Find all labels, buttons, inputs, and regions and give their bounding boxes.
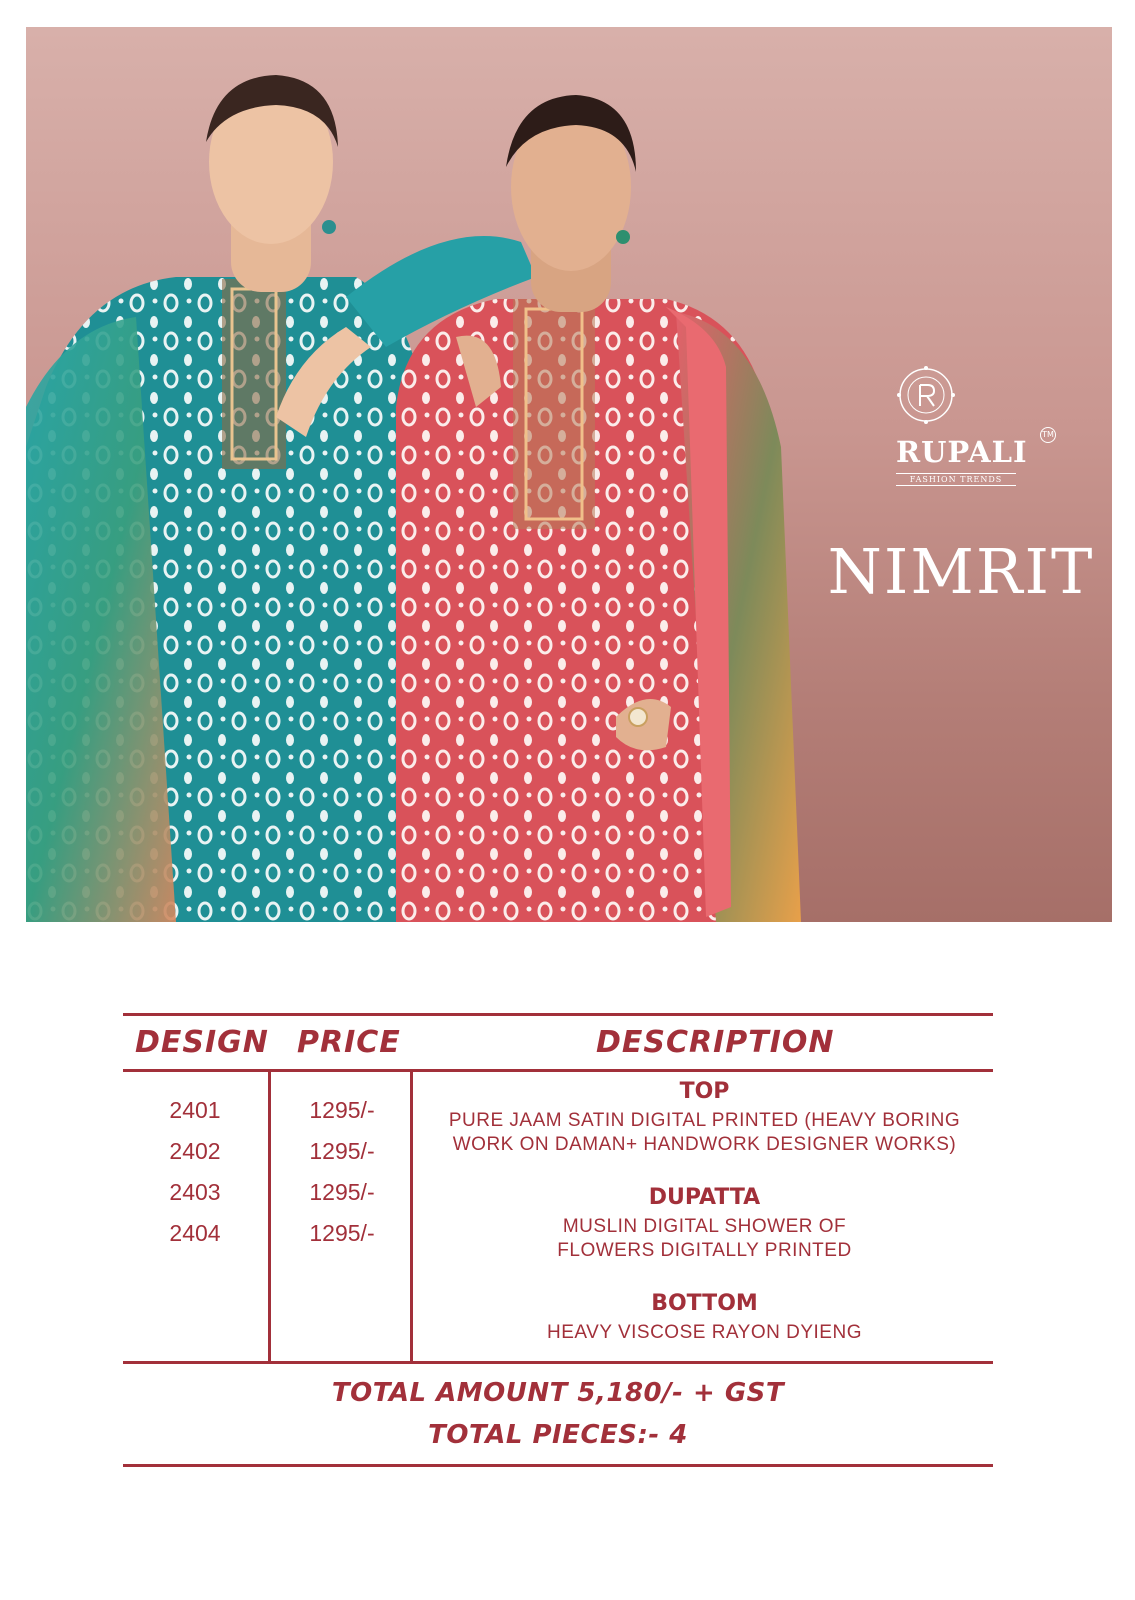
dupatta-description-line: MUSLIN DIGITAL SHOWER OF xyxy=(562,1216,847,1237)
price-cell: 1295/- xyxy=(309,1138,375,1164)
collection-title: NIMRIT xyxy=(827,535,1095,608)
price-cell: 1295/- xyxy=(309,1220,375,1246)
bottom-description-line: HEAVY VISCOSE RAYON DYIENG xyxy=(547,1322,862,1343)
dupatta-description-line: FLOWERS DIGITALLY PRINTED xyxy=(557,1240,852,1261)
price-header: PRICE xyxy=(297,1025,401,1060)
dupatta-title: DUPATTA xyxy=(648,1185,761,1210)
bottom-title: BOTTOM xyxy=(651,1291,758,1316)
price-cell: 1295/- xyxy=(309,1179,375,1205)
catalog-photo xyxy=(26,27,1112,922)
trademark-mark: TM xyxy=(1040,427,1056,443)
header-rule xyxy=(123,1069,993,1072)
design-header: DESIGN xyxy=(135,1025,269,1060)
design-cell: 2401 xyxy=(169,1097,221,1123)
description-header: DESCRIPTION xyxy=(596,1025,835,1060)
column-divider-1 xyxy=(268,1069,271,1361)
top-description-line: WORK ON DAMAN+ HANDWORK DESIGNER WORKS) xyxy=(452,1134,957,1155)
design-cell: 2402 xyxy=(169,1138,221,1164)
brand-logo xyxy=(896,365,1054,535)
column-divider-2 xyxy=(410,1069,413,1361)
brand-name: RUPALI xyxy=(896,435,1028,469)
total-amount: TOTAL AMOUNT 5,180/- + GST xyxy=(331,1378,785,1408)
total-pieces: TOTAL PIECES:- 4 xyxy=(428,1420,688,1450)
brand-tagline: FASHION TRENDS xyxy=(896,473,1016,486)
table-bottom-rule xyxy=(123,1464,993,1467)
rupali-emblem-icon xyxy=(896,365,956,425)
design-cell: 2403 xyxy=(169,1179,221,1205)
body-bottom-rule xyxy=(123,1361,993,1364)
design-cell: 2404 xyxy=(169,1220,221,1246)
price-cell: 1295/- xyxy=(309,1097,375,1123)
table-top-rule xyxy=(123,1013,993,1016)
catalog-table xyxy=(123,1013,993,1475)
top-description-line: PURE JAAM SATIN DIGITAL PRINTED (HEAVY BORING xyxy=(448,1110,961,1131)
top-title: TOP xyxy=(679,1079,730,1104)
